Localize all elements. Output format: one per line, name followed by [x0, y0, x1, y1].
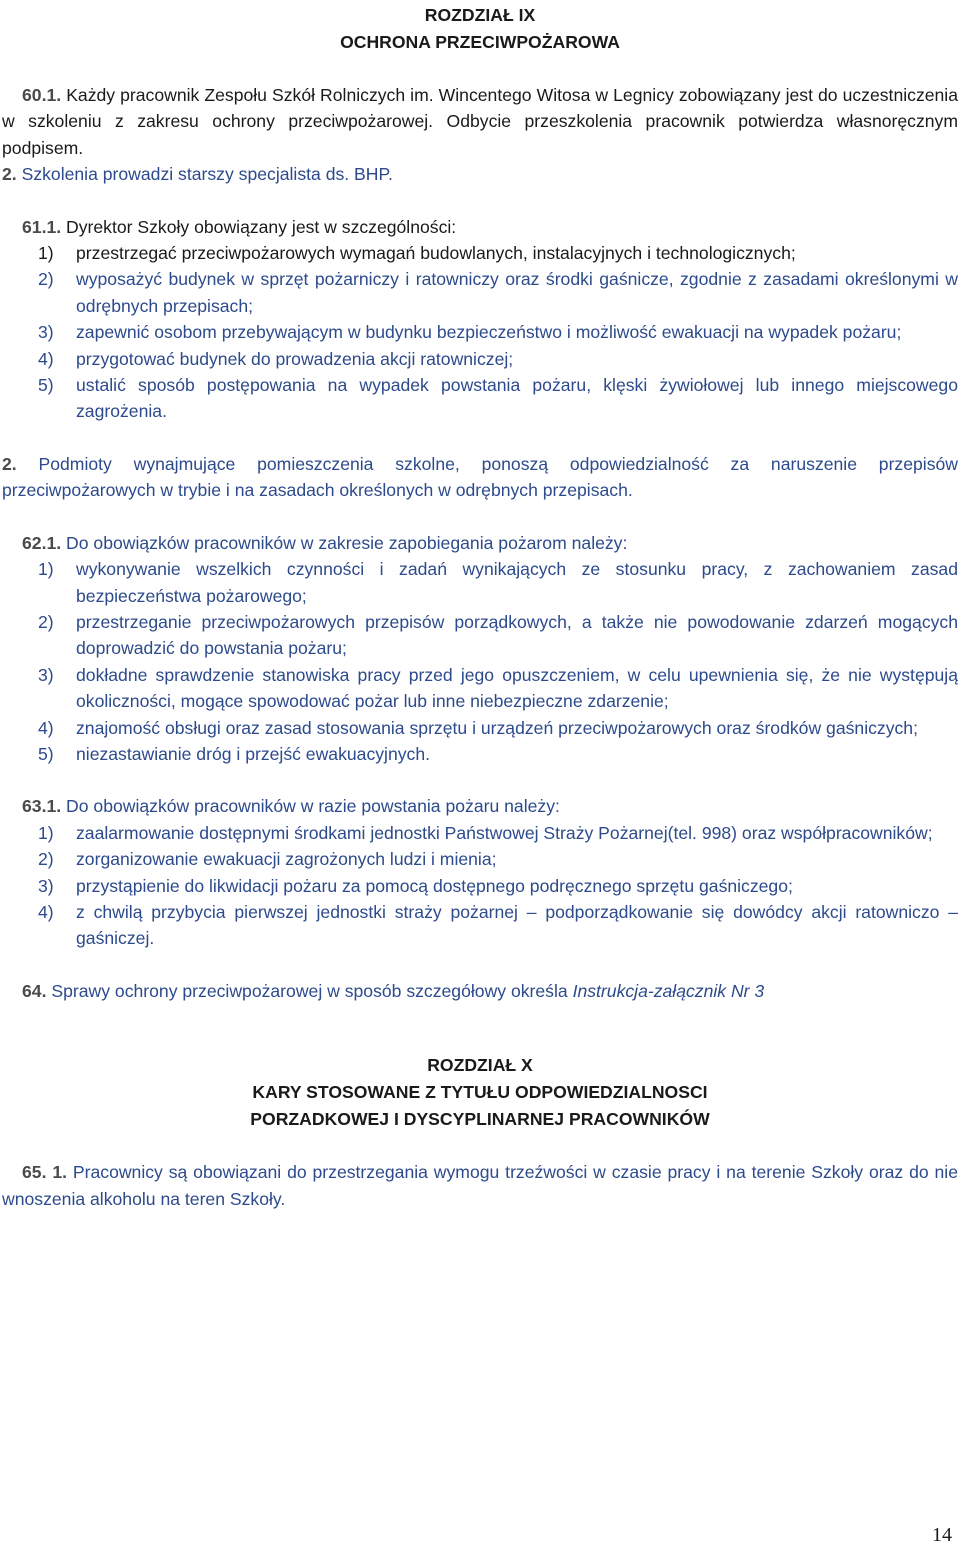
paragraph-text: Podmioty wynajmujące pomieszczenia szkolne, ponoszą odpowiedzialność za naruszenie przepisów przeciwpożarowych w trybie i na zasadach określonych w odrębnych przepisach. [2, 453, 958, 501]
paragraph-text: Dyrektor Szkoły obowiązany jest w szczególności: [66, 216, 457, 237]
paragraph-61-1 [2, 214, 958, 240]
section-60 [2, 82, 958, 188]
section-61 [2, 214, 958, 504]
list-item-label: 3) [38, 322, 54, 343]
list-item [2, 846, 958, 872]
list-item-label: 2) [38, 611, 54, 632]
list-item-label: 5) [38, 375, 54, 396]
list-item-text: wykonywanie wszelkich czynności i zadań wynikających ze stosunku pracy, z zachowaniem zasad bezpieczeństwa pożarowego; [76, 559, 958, 606]
chapter-9-header [2, 0, 958, 56]
list-item [2, 899, 958, 952]
list-item [2, 820, 958, 846]
paragraph-text: Do obowiązków pracowników w razie powstania pożaru należy: [66, 796, 560, 817]
paragraph-63-1 [2, 793, 958, 819]
list-item-label: 1) [38, 822, 54, 843]
list-item-text: zaalarmowanie dostępnymi środkami jednostki Państwowej Straży Pożarnej(tel. 998) oraz współpracowników; [76, 822, 933, 843]
list-item-label: 2) [38, 849, 54, 870]
list-item [2, 372, 958, 425]
list-item-text: przestrzegać przeciwpożarowych wymagań budowlanych, instalacyjnych i technologicznych; [76, 243, 796, 264]
list-item-label: 1) [38, 243, 54, 264]
list-item-label: 3) [38, 664, 54, 685]
list-item-text: przystąpienie do likwidacji pożaru za pomocą dostępnego podręcznego sprzętu gaśniczego; [76, 875, 793, 896]
paragraph-65-1 [2, 1159, 958, 1212]
list-item-text: ustalić sposób postępowania na wypadek powstania pożaru, klęski żywiołowej lub innego miejscowego zagrożenia. [76, 375, 958, 422]
list-item-label: 4) [38, 717, 54, 738]
list-item [2, 240, 958, 266]
list-item-text: zapewnić osobom przebywającym w budynku bezpieczeństwo i możliwość ewakuacji na wypadek pożaru; [76, 322, 902, 343]
list-item-text: z chwilą przybycia pierwszej jednostki straży pożarnej – podporządkowanie się dowódcy akcji ratowniczo – gaśniczej. [76, 901, 958, 949]
page-number: 14 [932, 1524, 952, 1546]
list-item-text: wyposażyć budynek w sprzęt pożarniczy i ratowniczy oraz środki gaśnicze, zgodnie z zasadami określonymi w odrębnych przepisach; [76, 269, 958, 316]
chapter-heading: ROZDZIAŁ X [427, 1055, 533, 1076]
list-item [2, 266, 958, 319]
list-item-text: znajomość obsługi oraz zasad stosowania sprzętu i urządzeń przeciwpożarowych oraz środków gaśniczych; [76, 717, 918, 738]
paragraph-text: Sprawy ochrony przeciwpożarowej w sposób szczegółowy określa [51, 980, 568, 1001]
section-number: 65. 1. [22, 1162, 68, 1183]
section-number: 60.1. [22, 85, 62, 105]
list-item [2, 873, 958, 899]
list-item-text: przygotować budynek do prowadzenia akcji ratowniczej; [76, 348, 514, 369]
paragraph-text: Każdy pracownik Zespołu Szkół Rolniczych im. Wincentego Witosa w Legnicy zobowiązany jest do uczestniczenia w szkoleniu z zakresu ochrony przeciwpożarowej. Odbycie przeszkolenia pracownik potwierdza własnoręcznym podpisem. [2, 85, 958, 158]
list-item-label: 5) [38, 743, 54, 764]
section-62 [2, 530, 958, 768]
section-64 [2, 978, 958, 1004]
list-item [2, 715, 958, 741]
chapter-title-line-1: KARY STOSOWANE Z TYTUŁU ODPOWIEDZIALNOSCI [252, 1082, 708, 1103]
chapter-heading: ROZDZIAŁ IX [424, 5, 536, 25]
chapter-title-line-2: PORZADKOWEJ I DYSCYPLINARNEJ PRACOWNIKÓW [250, 1109, 710, 1130]
paragraph-62-1 [2, 530, 958, 556]
section-number: 62.1. [22, 532, 62, 553]
list-item-label: 1) [38, 559, 54, 580]
list-item-text: niezastawianie dróg i przejść ewakuacyjnych. [76, 743, 431, 764]
list-item-label: 4) [38, 348, 54, 369]
paragraph-64 [2, 978, 958, 1004]
attachment-reference: Instrukcja-załącznik Nr 3 [572, 980, 765, 1001]
list-item [2, 662, 958, 715]
paragraph-60-1 [2, 82, 958, 161]
paragraph-text: Szkolenia prowadzi starszy specjalista ds. BHP. [21, 164, 393, 185]
section-number: 64. [22, 980, 47, 1001]
chapter-title: OCHRONA PRZECIWPOŻAROWA [340, 32, 620, 52]
list-item [2, 609, 958, 662]
list-item-label: 3) [38, 875, 54, 896]
chapter-10-header [2, 1052, 958, 1133]
list-item-text: dokładne sprawdzenie stanowiska pracy przed jego opuszczeniem, w celu upewnienia się, że nie występują okoliczności, mogące spowodować pożar lub inne niebezpieczne zdarzenie; [76, 664, 958, 712]
paragraph-60-2 [2, 161, 958, 187]
paragraph-number: 2. [2, 164, 17, 185]
list-item-label: 4) [38, 901, 54, 922]
list-item-label: 2) [38, 269, 54, 290]
list-item [2, 741, 958, 767]
section-number: 61.1. [22, 216, 62, 237]
list-item [2, 346, 958, 372]
list-item [2, 556, 958, 609]
paragraph-text: Do obowiązków pracowników w zakresie zapobiegania pożarom należy: [66, 532, 628, 553]
list-item [2, 319, 958, 345]
section-65 [2, 1159, 958, 1212]
paragraph-number: 2. [2, 453, 17, 474]
list-item-text: zorganizowanie ewakuacji zagrożonych ludzi i mienia; [76, 849, 497, 870]
paragraph-61-2 [2, 451, 958, 504]
section-63 [2, 793, 958, 951]
paragraph-text: Pracownicy są obowiązani do przestrzegania wymogu trzeźwości w czasie pracy i na terenie Szkoły oraz do nie wnoszenia alkoholu na teren Szkoły. [2, 1162, 958, 1209]
section-number: 63.1. [22, 796, 62, 817]
list-item-text: przestrzeganie przeciwpożarowych przepisów porządkowych, a także nie powodowanie zdarzeń mogących doprowadzić do powstania pożaru; [76, 611, 958, 659]
